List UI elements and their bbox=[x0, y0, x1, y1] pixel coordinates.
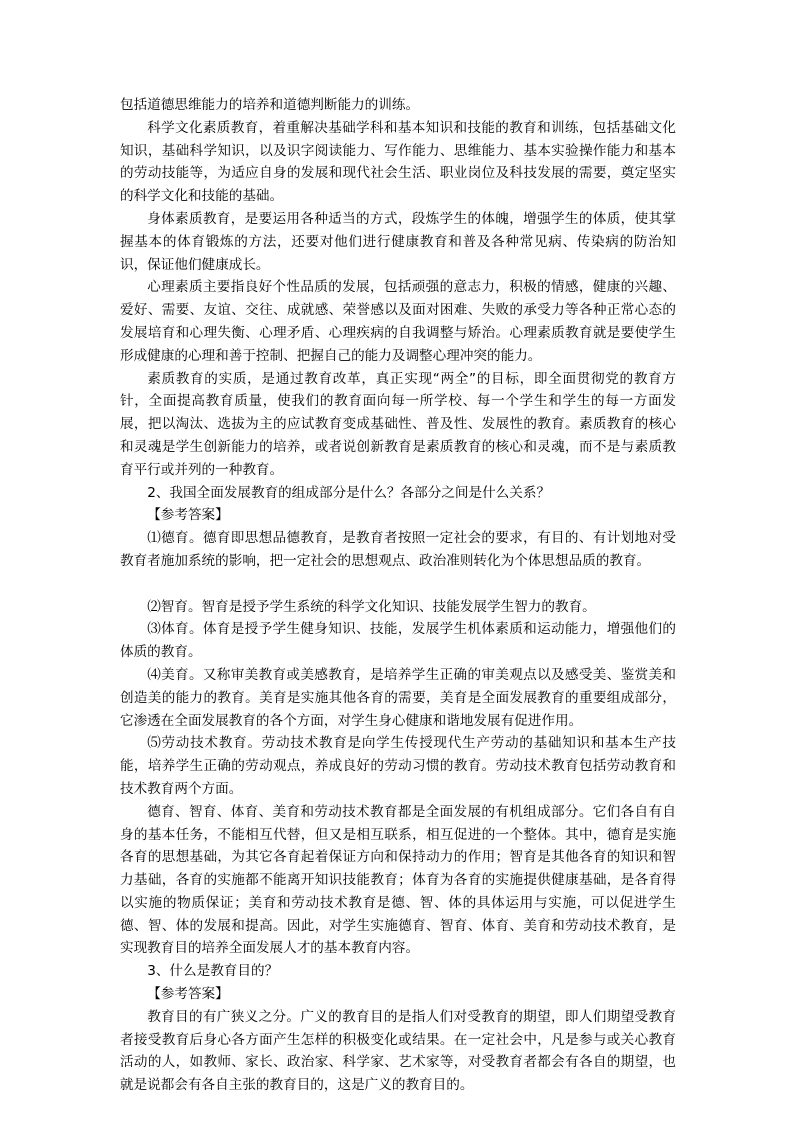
reference-answer-label-1: 【参考答案】 bbox=[147, 507, 229, 524]
answer-item-moral-education: ⑴德育。德育即思想品德教育，是教育者按照一定社会的要求，有目的、有计划地对受教育者施加系统的影响，把一定社会的思想观点、政治准则转化为个体思想品质的教育。 bbox=[120, 530, 676, 569]
reference-answer-label-2: 【参考答案】 bbox=[147, 986, 229, 1003]
paragraph-relationship: 德育、智育、体育、美育和劳动技术教育都是全面发展的有机组成部分。它们各自有自身的基本任务，不能相互代替，但又是相互联系，相互促进的一个整体。其中，德育是实施各育的思想基础，为其它各育起着保证方向和保持动力的作用；智育是其他各育的知识和智力基础，各育的实施都不能离开知识技能教育；体育为各育的实施提供健康基础，是各育得以实施的物质保证；美育和劳动技术教育是德、智、体的具体运用与实施，可以促进学生德、智、体的发展和提高。因此，对学生实施德育、智育、体育、美育和劳动技术教育，是实现教育目的培养全面发展人才的基本教育内容。 bbox=[120, 803, 676, 957]
document-page bbox=[120, 94, 676, 1097]
question-3-heading: 3、什么是教育目的？ bbox=[147, 963, 279, 980]
paragraph-quality-education-essence: 素质教育的实质，是通过教育改革，真正实现“两全”的目标，即全面贯彻党的教育方针，全面提高教育质量，使我们的教育面向每一所学校、每一个学生和学生的每一方面发展，把以淘汰、选拔为主的应试教育变成基础性、普及性、发展性的教育。素质教育的核心和灵魂是学生创新能力的培养，或者说创新教育是素质教育的核心和灵魂，而不是与素质教育平行或并列的一种教育。 bbox=[120, 370, 676, 478]
question-2-heading: 2、我国全面发展教育的组成部分是什么？各部分之间是什么关系？ bbox=[147, 484, 551, 501]
paragraph-moral-thinking: 包括道德思维能力的培养和道德判断能力的训练。 bbox=[120, 97, 420, 113]
paragraph-education-purpose: 教育目的有广狭义之分。广义的教育目的是指人们对受教育的期望，即人们期望受教育者接受教育后身心各方面产生怎样的积极变化或结果。在一定社会中，凡是参与或关心教育活动的人，如教师、家长、政治家、科学家、艺术家等，对受教育者都会有各自的期望，也就是说都会有各自主张的教育目的，这是广义的教育目的。 bbox=[120, 1008, 676, 1094]
paragraph-psychological-quality: 心理素质主要指良好个性品质的发展，包括顽强的意志力，积极的情感，健康的兴趣、爱好、需要、友谊、交往、成就感、荣誉感以及面对困难、失败的承受力等各种正常心态的发展培育和心理失衡、心理矛盾、心理疾病的自我调整与矫治。心理素质教育就是要使学生形成健康的心理和善于控制、把握自己的能力及调整心理冲突的能力。 bbox=[120, 279, 676, 364]
answer-item-intellectual-education: ⑵智育。智育是授予学生系统的科学文化知识、技能发展学生智力的教育。 bbox=[147, 598, 596, 615]
answer-item-labor-technical-education: ⑸劳动技术教育。劳动技术教育是向学生传授现代生产劳动的基础知识和基本生产技能，培养学生正确的劳动观点，养成良好的劳动习惯的教育。劳动技术教育包括劳动教育和技术教育两个方面。 bbox=[120, 735, 676, 797]
answer-item-physical-education: ⑶体育。体育是授予学生健身知识、技能，发展学生机体素质和运动能力，增强他们的体质的教育。 bbox=[120, 621, 676, 661]
paragraph-science-culture: 科学文化素质教育，着重解决基础学科和基本知识和技能的教育和训练，包括基础文化知识，基础科学知识，以及识字阅读能力、写作能力、思维能力、基本实验操作能力和基本的劳动技能等，为适应自身的发展和现代社会生活、职业岗位及科技发展的需要，奠定坚实的科学文化和技能的基础。 bbox=[120, 119, 676, 205]
answer-item-aesthetic-education: ⑷美育。又称审美教育或美感教育，是培养学生正确的审美观点以及感受美、鉴赏美和创造美的能力的教育。美育是实施其他各育的需要，美育是全面发展教育的重要组成部分，它渗透在全面发展教育的各个方面，对学生身心健康和谐地发展有促进作用。 bbox=[120, 666, 676, 729]
paragraph-physical-quality: 身体素质教育，是要运用各种适当的方式，段炼学生的体魄，增强学生的体质，使其掌握基本的体育锻炼的方法，还要对他们进行健康教育和普及各种常见病、传染病的防治知识，保证他们健康成长。 bbox=[120, 210, 676, 273]
